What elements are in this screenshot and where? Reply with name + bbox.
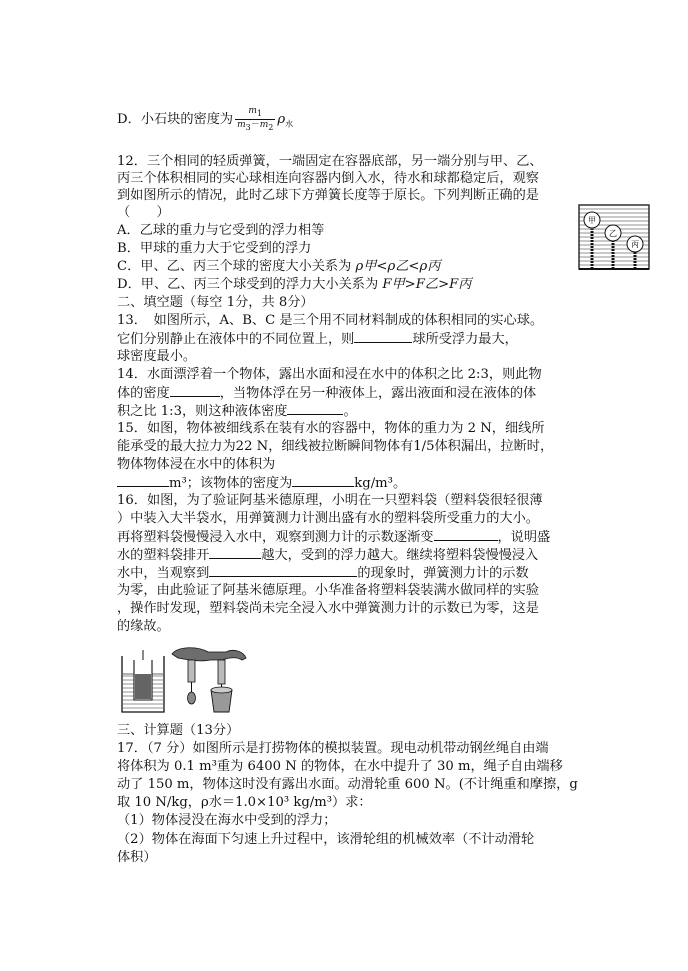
q13-line1: 13． 如图所示，A、B、C 是三个用不同材料制成的体积相同的实心球。 (117, 313, 544, 328)
q12-line2: 丙三个体积相同的实心球相连向容器内倒入水，待水和球都稳定后，观察 (117, 171, 539, 186)
beaker-with-bag (122, 650, 164, 712)
q15-line1: 15．如图，物体被细线系在装有水的容器中，物体的重力为 2 N，细线所 (117, 421, 545, 436)
q17-line4: 取 10 N/kg，ρ水＝1.0×10³ kg/m³）求： (117, 795, 372, 810)
q13-blank-1[interactable] (354, 330, 412, 343)
q17-sub2-line1: （2）物体在海面下匀速上升过程中，该滑轮组的机械效率（不计动滑轮 (117, 832, 535, 847)
q16-line3: 再将塑料袋慢慢浸入水中，观察到测力计的示数逐渐变 ，说明盛 (117, 530, 551, 545)
density-relation: ρ甲<ρ乙<ρ丙 (355, 259, 441, 274)
q12-line4: （ ） (117, 205, 170, 220)
q13-line2: 它们分别静止在液体中的不同位置上，则 球所受浮力最大， (117, 332, 518, 347)
q12-option-d: D．甲、乙、丙三个球受到的浮力大小关系为 F甲>F乙>F丙 (117, 277, 472, 292)
q14-line2: 体的密度 ，当物体浮在另一种液体上，露出液面和浸在液体的体 (117, 386, 537, 401)
q12-spring-balls-figure (577, 203, 651, 271)
q17-sub1: （1）物体浸没在海水中受到的浮力； (117, 813, 337, 828)
q17-line3: 动了 150 m，物体这时没有露出水面。动滑轮重 600 N。(不计绳重和摩擦，g (117, 777, 578, 792)
svg-text:甲: 甲 (588, 216, 596, 225)
q15-line2: 能承受的最大拉力为22 N，细线被拉断瞬间物体有1/5体积漏出，拉断时， (117, 439, 554, 454)
q16-blank-2[interactable] (209, 546, 261, 559)
q16-line2: ）中装入大半袋水，用弹簧测力计测出盛有水的塑料袋所受重力的大小。 (117, 511, 539, 526)
q13-line3: 球密度最小。 (117, 349, 197, 364)
q16-blank-3[interactable] (209, 564, 357, 577)
q14-line3: 积之比 1:3，则这种液体密度 。 (117, 404, 357, 419)
buoyancy-relation: F甲>F乙>F丙 (382, 277, 472, 292)
q11-option-d: D．小石块的密度为 $\frac{m1}{m3-m2}$ $\rho_水$ (117, 106, 294, 132)
q15-line3: 物体物体浸在水中的体积为 (117, 457, 276, 472)
q16-line8: 的缘故。 (117, 619, 170, 634)
density-fraction: $\frac{m1}{m3-m2}$ (237, 106, 274, 132)
q16-line4: 水的塑料袋排开 越大，受到的浮力越大。继续将塑料袋慢慢浸入 (117, 548, 539, 563)
q17-sub2-line2: 体积） (117, 850, 157, 865)
q12-option-a: A．乙球的重力与它受到的浮力相等 (117, 223, 325, 238)
q17-line1: 17．（7 分）如图所示是打捞物体的模拟装置。现电动机带动钢丝绳自由端 (117, 741, 549, 756)
q16-line6: 为零，由此验证了阿基米德原理。小华准备将塑料袋装满水做同样的实验 (117, 583, 539, 598)
section3-heading: 三、计算题（13分） (117, 723, 240, 738)
q15-blank-1[interactable] (117, 474, 169, 487)
svg-text:丙: 丙 (631, 240, 639, 249)
hand-held-spring-scales (172, 648, 246, 712)
q16-line7: ，操作时发现，塑料袋尚未完全浸入水中弹簧测力计的示数已为零，这是 (117, 601, 539, 616)
q16-line1: 16．如图，为了验证阿基米德原理，小明在一只塑料袋（塑料袋很轻很薄 (117, 493, 543, 508)
q14-line1: 14．水面漂浮着一个物体，露出水面和浸在水中的体积之比 2:3，则此物 (117, 367, 542, 382)
q15-line4: m³；该物体的密度为 kg/m³。 (117, 474, 406, 492)
q16-archimedes-figure (118, 646, 250, 716)
q12-option-b: B．甲球的重力大于它受到的浮力 (117, 241, 312, 256)
q14-blank-2[interactable] (287, 402, 343, 415)
q12-option-c: C．甲、乙、丙三个球的密度大小关系为 ρ甲<ρ乙<ρ丙 (117, 259, 441, 274)
q17-line2: 将体积为 0.1 m³重为 6400 N 的物体，在水中提升了 30 m，绳子自由端移 (117, 759, 563, 774)
q12-line1: 12．三个相同的轻质弹簧，一端固定在容器底部，另一端分别与甲、乙、 (117, 154, 543, 169)
q15-blank-2[interactable] (292, 474, 354, 487)
q11-option-d-text: D．小石块的密度为 (117, 111, 234, 127)
svg-text:乙: 乙 (609, 229, 617, 238)
q12-line3: 到如图所示的情况，此时乙球下方弹簧长度等于原长。下列判断正确的是 (117, 188, 539, 203)
q16-blank-1[interactable] (434, 528, 498, 541)
q14-blank-1[interactable] (170, 384, 220, 397)
section2-heading: 二、填空题（每空 1分，共 8分） (117, 295, 314, 310)
q16-line5: 水中，当观察到 的现象时，弹簧测力计的示数 (117, 566, 529, 581)
